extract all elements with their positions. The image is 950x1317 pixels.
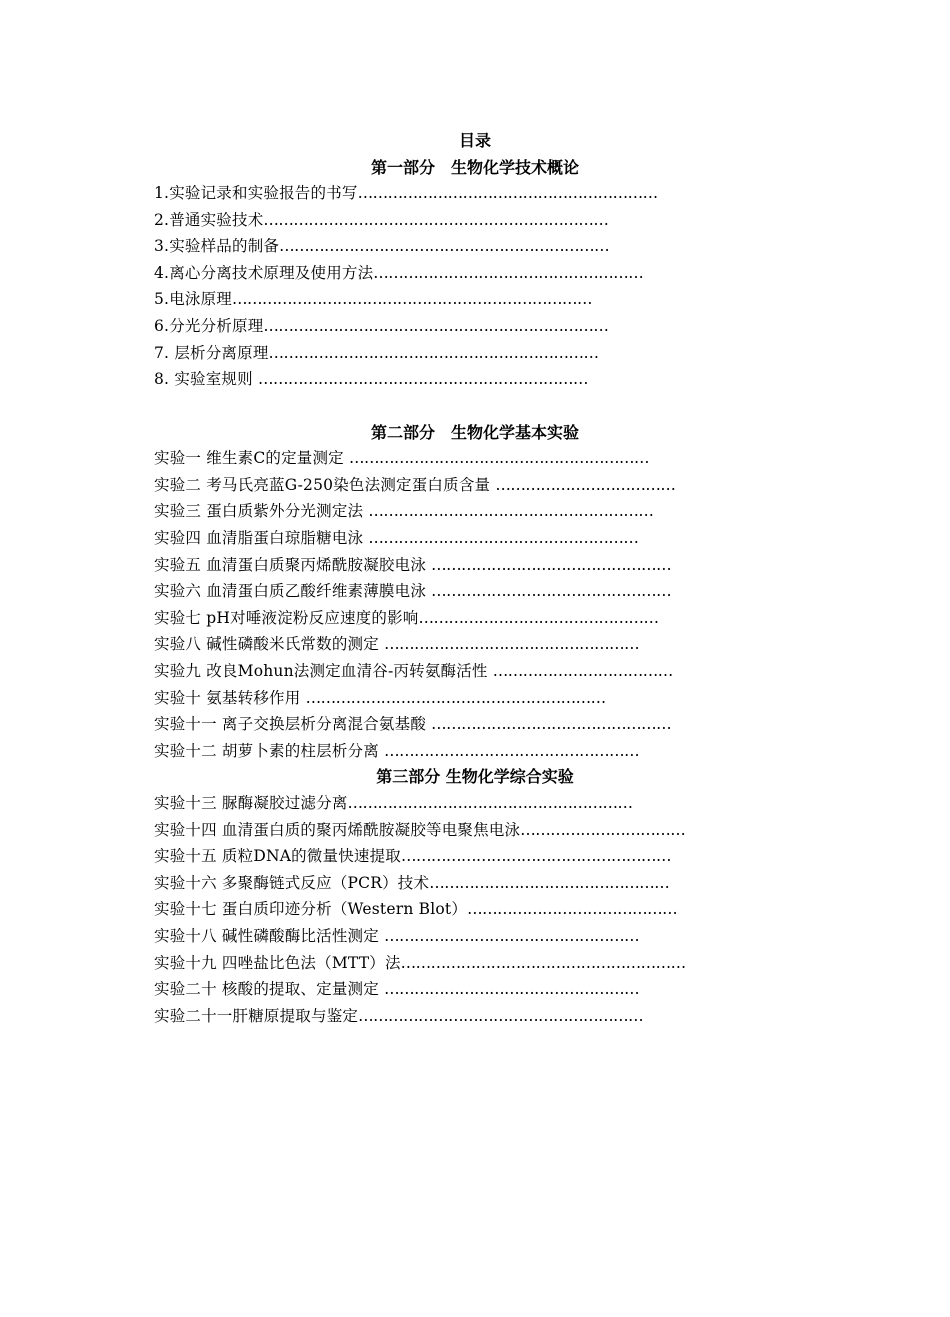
toc-entry-text: 8. 实验室规则 [154,370,258,388]
toc-entry [154,631,639,658]
toc-leader-dots: ………………………………………… [429,874,670,892]
toc-leader-dots: ………………………………………… [431,715,672,733]
toc-entry [154,180,658,207]
toc-entry [154,260,643,287]
toc-leader-dots: …………………………………………………… [349,449,650,467]
toc-leader-dots: ………………………………………………………… [257,370,588,388]
toc-entry [154,605,658,632]
toc-entry [154,472,675,499]
toc-entry [154,711,671,738]
toc-entry-text: 实验四 血清脂蛋白琼脂糖电泳 [154,529,369,547]
toc-entry-text: 实验十九 四唑盐比色法（MTT）法 [154,954,401,972]
toc-entry-text: 2.普通实验技术 [154,211,264,229]
toc-entry [154,950,686,977]
toc-entry [154,923,639,950]
toc-leader-dots: …………………………………………… [384,742,640,760]
toc-entry-text: 实验十八 碱性磷酸酶比活性测定 [154,927,385,945]
toc-entry-text: 实验五 血清蛋白质聚丙烯酰胺凝胶电泳 [154,556,432,574]
toc-leader-dots: …………………………………… [467,900,678,918]
toc-entry [154,658,673,685]
toc-leader-dots: ……………………………………………………………… [232,290,592,308]
toc-leader-dots: ……………………………………………… [373,264,644,282]
toc-entry [154,843,671,870]
toc-leader-dots: ………………………………………………… [368,502,654,520]
toc-entry-text: 实验十四 血清蛋白质的聚丙烯酰胺凝胶等电聚焦电泳 [154,821,521,839]
toc-entry-text: 实验二 考马氏亮蓝G-250染色法测定蛋白质含量 [154,476,496,494]
toc-entry-text: 实验七 pH对唾液淀粉反应速度的影响 [154,609,419,627]
toc-entry-text: 实验二十一肝糖原提取与鉴定 [154,1007,359,1025]
toc-entry-text: 6.分光分析原理 [154,317,264,335]
toc-entry-text: 实验二十 核酸的提取、定量测定 [154,980,385,998]
toc-leader-dots: ………………………………………………… [400,954,686,972]
toc-entry [154,976,639,1003]
toc-entry [154,366,588,393]
toc-entry-text: 实验六 血清蛋白质乙酸纤维素薄膜电泳 [154,582,432,600]
toc-entry [154,445,649,472]
toc-entry-text: 实验十 氨基转移作用 [154,689,306,707]
toc-entry-text: 实验三 蛋白质紫外分光测定法 [154,502,369,520]
toc-leader-dots: …………………………………………… [384,980,640,998]
toc-entry-text: 5.电泳原理 [154,290,232,308]
toc-entry-text: 7. 层析分离原理 [154,344,269,362]
toc-leader-dots: …………………………… [520,821,686,839]
toc-leader-dots: ………………………………………………………… [279,237,610,255]
toc-leader-dots: ………………………………………… [431,582,672,600]
toc-leader-dots: ………………………………………………………… [268,344,599,362]
toc-leader-dots: …………………………………………………………… [263,317,609,335]
toc-entry-text: 3.实验样品的制备 [154,237,280,255]
toc-entry-text: 实验一 维生素C的定量测定 [154,449,350,467]
toc-entry [154,896,677,923]
toc-entry-text: 4.离心分离技术原理及使用方法 [154,264,374,282]
toc-entry [154,738,639,765]
toc-entry-text: 实验十一 离子交换层析分离混合氨基酸 [154,715,432,733]
toc-entry [154,1003,643,1030]
toc-entry [154,685,606,712]
toc-entry [154,313,608,340]
toc-entry [154,817,685,844]
toc-entry-text: 实验九 改良Mohun法测定血清谷-丙转氨酶活性 [154,662,493,680]
toc-leader-dots: …………………………………………… [384,635,640,653]
toc-title: 目录 [458,131,491,150]
toc-leader-dots: ………………………………………………… [358,1007,644,1025]
part3-heading: 第三部分 生物化学综合实验 [376,767,574,786]
toc-leader-dots: ……………………………… [495,476,676,494]
part1-heading: 第一部分 生物化学技术概论 [370,158,579,177]
toc-entry [154,233,609,260]
toc-leader-dots: ……………………………………………… [401,847,672,865]
toc-leader-dots: ………………………………………………… [347,794,633,812]
toc-entry [154,286,592,313]
toc-entry [154,525,638,552]
toc-leader-dots: …………………………………………… [384,927,640,945]
toc-leader-dots: …………………………………………………………… [263,211,609,229]
toc-entry-text: 实验十五 质粒DNA的微量快速提取 [154,847,402,865]
toc-leader-dots: ………………………………………… [418,609,659,627]
toc-entry-text: 实验十六 多聚酶链式反应（PCR）技术 [154,874,430,892]
toc-entry-text: 实验十七 蛋白质印迹分析（Western Blot） [154,900,468,918]
toc-entry-text: 实验十三 脲酶凝胶过滤分离 [154,794,348,812]
toc-leader-dots: ………………………………………… [431,556,672,574]
toc-entry-text: 1.实验记录和实验报告的书写 [154,184,358,202]
toc-entry [154,578,671,605]
toc-entry [154,340,599,367]
toc-entry-text: 实验十二 胡萝卜素的柱层析分离 [154,742,385,760]
toc-leader-dots: …………………………………………………… [305,689,606,707]
toc-entry [154,552,671,579]
toc-entry [154,207,608,234]
toc-entry [154,498,653,525]
toc-leader-dots: ……………………………………………… [368,529,639,547]
toc-leader-dots: …………………………………………………… [357,184,658,202]
toc-entry [154,870,669,897]
toc-entry-text: 实验八 碱性磷酸米氏常数的测定 [154,635,385,653]
toc-entry [154,790,633,817]
toc-leader-dots: ……………………………… [492,662,673,680]
part2-heading: 第二部分 生物化学基本实验 [370,423,579,442]
